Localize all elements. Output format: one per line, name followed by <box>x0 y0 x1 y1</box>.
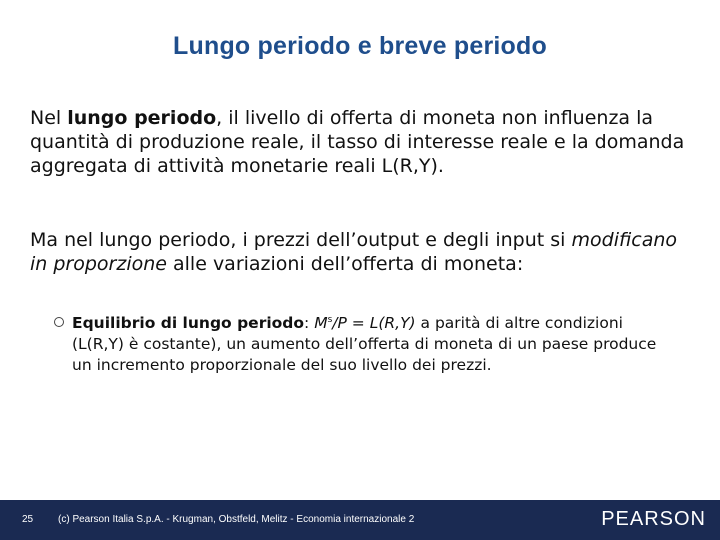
sub-ms: M <box>314 314 328 333</box>
sub-post: a parità di altre condizioni (L(R,Y) è costante), un aumento dell’offerta di moneta di un paese produce un incremento proporzionale del suo livello dei prezzi. <box>72 314 657 375</box>
p1-post: , il livello di offerta di moneta non influenza la quantità di produzione reale, il tasso di interesse reale e la domanda aggregata di attività monetarie reali L(R,Y). <box>30 107 685 177</box>
footer-credit: (c) Pearson Italia S.p.A. - Krugman, Obstfeld, Melitz - Economia internazionale 2 <box>58 514 415 525</box>
sub-colon: : <box>304 314 315 333</box>
paragraph-prices <box>30 228 690 276</box>
page-number: 25 <box>22 514 34 525</box>
bullet-icon <box>54 317 64 327</box>
pearson-logo: PEARSON <box>601 508 706 530</box>
sub-bold: Equilibrio di lungo periodo <box>72 314 305 333</box>
p2-pre: Ma nel lungo periodo, i prezzi dell’output e degli input si <box>30 229 572 251</box>
paragraph-long-run <box>30 106 690 178</box>
sub-p: /P <box>332 314 347 333</box>
sub-bullet-equilibrium <box>72 310 672 376</box>
footer-bar <box>0 500 720 540</box>
sub-sup: s <box>327 315 333 325</box>
sub-l: L <box>369 314 379 333</box>
sub-args: (R,Y) <box>378 314 416 333</box>
p1-pre: Nel <box>30 107 68 129</box>
p2-post: alle variazioni dell’offerta di moneta: <box>166 253 524 275</box>
p2-italic: modificano in proporzione <box>30 229 678 275</box>
sub-eq: = <box>346 314 370 333</box>
slide-title: Lungo periodo e breve periodo <box>173 32 547 60</box>
p1-bold: lungo periodo <box>67 107 217 129</box>
